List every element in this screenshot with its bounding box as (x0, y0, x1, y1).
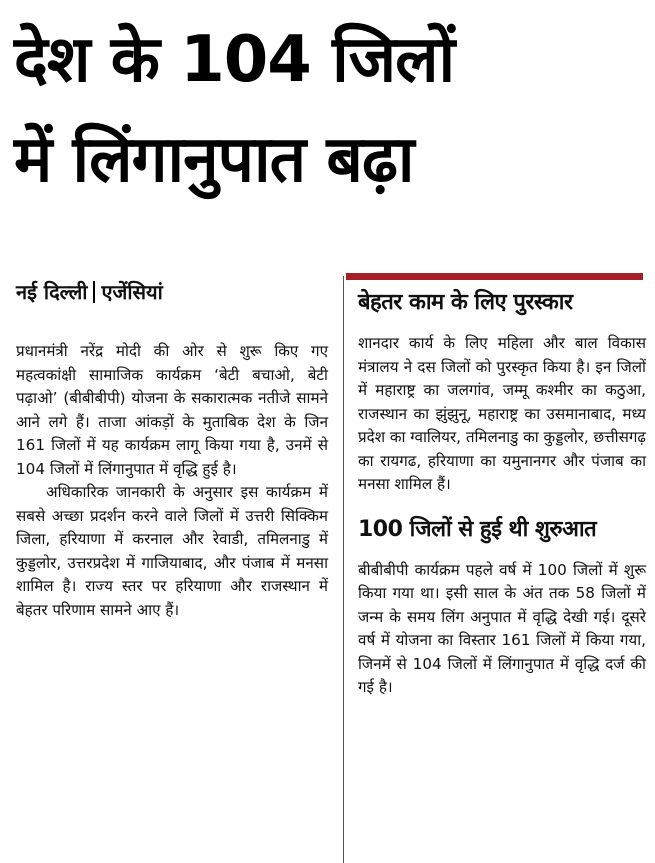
dateline-separator (93, 281, 95, 303)
sidebar-heading-start: 100 जिलों से हुई थी शुरुआत (358, 516, 597, 542)
dateline (16, 278, 163, 305)
main-article (16, 340, 328, 622)
main-article-paragraph-1: प्रधानमंत्री नरेंद्र मोदी की ओर से शुरू किए गए महत्वकांक्षी सामाजिक कार्यक्रम ‘बेटी बचाओ, बेटी पढ़ाओ’ (बीबीबीपी) योजना के सकारात्मक नतीजे सामने आने लगे हैं। ताजा आंकड़ों के मुताबिक देश के जिन 161 जिलों में यह कार्यक्रम लागू किया गया है, उनमें से 104 जिलों में लिंगानुपात में वृद्धि हुई है। (16, 342, 328, 478)
headline-line-1: देश के 104 जिलों (14, 23, 455, 97)
sidebar-accent-bar (346, 273, 643, 280)
main-article-paragraph-2: अधिकारिक जानकारी के अनुसार इस कार्यक्रम में सबसे अच्छा प्रदर्शन करने वाले जिलों में उत्तरी सिक्किम जिला, हरियाणा में करनाल और रेवाडी, तमिलनाडु में कुड्डलोर, उत्तरप्रदेश में गाजियाबाद, और पंजाब में मनसा शामिल है। राज्य स्तर पर हरियाणा और राजस्थान में बेहतर परिणाम सामने आए हैं। (16, 483, 328, 619)
sidebar-box (358, 288, 646, 700)
headline (14, 10, 644, 210)
headline-line-2: में लिंगानुपात बढ़ा (14, 123, 414, 197)
column-divider (343, 276, 344, 863)
sidebar-text-start: बीबीबीपी कार्यक्रम पहले वर्ष में 100 जिलों में शुरू किया गया था। इसी साल के अंत तक 58 जिलों में जन्म के समय लिंग अनुपात में वृद्धि देखी गई। दूसरे वर्ष में योजना का विस्तार 161 जिलों में किया गया, जिनमें से 104 जिलों में लिंगानुपात में वृद्धि दर्ज की गई है। (358, 560, 646, 696)
sidebar-heading-awards: बेहतर काम के लिए पुरस्कार (358, 290, 573, 315)
sidebar-text-awards: शानदार कार्य के लिए महिला और बाल विकास मंत्रालय ने दस जिलों को पुरस्कृत किया है। इन जिलों में महाराष्ट्र का जलगांव, जम्मू कश्मीर का कठुआ, राजस्थान का झुंझुनू, महाराष्ट्र का उसमानाबाद, मध्य प्रदेश का ग्वालियर, तमिलनाडु का कुड्डलोर, छत्तीसगढ़ का रायगढ, हरियाणा का यमुनानगर और पंजाब का मनसा शामिल हैं। (358, 334, 646, 493)
dateline-agency: एजेंसियां (101, 280, 163, 304)
dateline-place: नई दिल्ली (16, 280, 88, 304)
